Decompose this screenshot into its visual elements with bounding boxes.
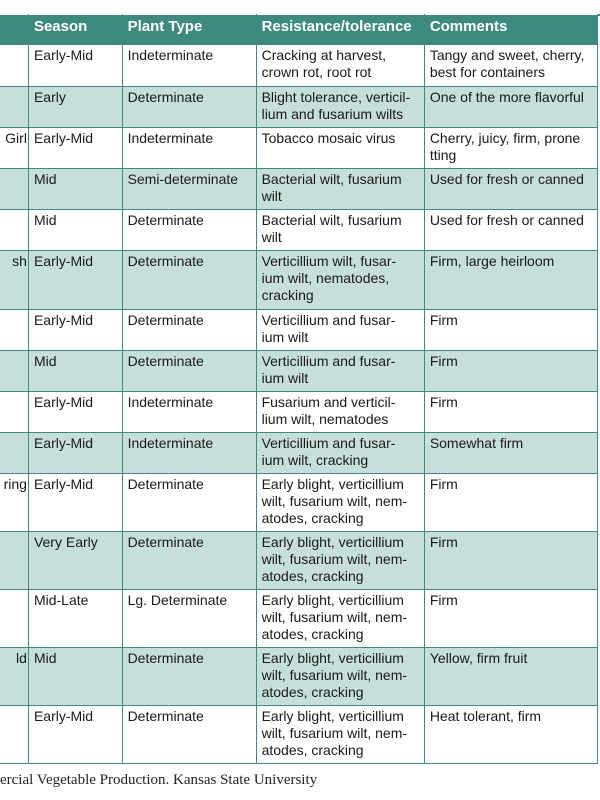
header-comments: Comments xyxy=(424,15,597,45)
resistance-cell-line: Early blight, verticillium xyxy=(261,650,404,666)
variety-cell-text: ld xyxy=(16,650,27,666)
plant-type-cell xyxy=(122,648,256,706)
plant-type-cell xyxy=(122,128,256,169)
variety-cell xyxy=(0,351,28,392)
resistance-cell xyxy=(256,310,424,351)
plant-type-cell xyxy=(122,87,256,128)
season-cell-text: Early-Mid xyxy=(33,47,94,63)
resistance-cell-line: crown rot, root rot xyxy=(261,64,372,80)
resistance-cell-line: Early blight, verticillium xyxy=(261,476,404,492)
season-cell xyxy=(28,251,122,310)
comments-cell xyxy=(424,128,597,169)
resistance-cell-line: Fusarium and verticil- xyxy=(261,394,396,410)
comments-cell-line: Firm xyxy=(429,534,458,550)
variety-cell xyxy=(0,251,28,310)
resistance-cell-line: Early blight, verticillium xyxy=(261,592,404,608)
table-row xyxy=(0,590,598,648)
season-cell xyxy=(28,128,122,169)
season-cell xyxy=(28,474,122,532)
plant-type-cell-text: Determinate xyxy=(127,650,204,666)
resistance-cell-line: Bacterial wilt, fusarium xyxy=(261,212,402,228)
plant-type-cell xyxy=(122,706,256,764)
comments-cell xyxy=(424,251,597,310)
table-row xyxy=(0,351,598,392)
season-cell xyxy=(28,392,122,433)
resistance-cell xyxy=(256,648,424,706)
plant-type-cell-text: Indeterminate xyxy=(127,130,214,146)
season-cell xyxy=(28,532,122,590)
season-cell-text: Mid xyxy=(33,650,57,666)
resistance-cell xyxy=(256,474,424,532)
comments-cell xyxy=(424,310,597,351)
resistance-cell-line: Verticillium and fusar- xyxy=(261,312,396,328)
season-cell xyxy=(28,210,122,251)
plant-type-cell xyxy=(122,392,256,433)
resistance-cell-line: Tobacco mosaic virus xyxy=(261,130,396,146)
variety-cell xyxy=(0,87,28,128)
resistance-cell-line: lium wilt, nematodes xyxy=(261,411,389,427)
season-cell xyxy=(28,351,122,392)
resistance-cell xyxy=(256,706,424,764)
resistance-cell xyxy=(256,45,424,87)
season-cell-text: Early-Mid xyxy=(33,435,94,451)
season-cell-text: Mid xyxy=(33,353,57,369)
comments-cell xyxy=(424,392,597,433)
comments-cell-line: One of the more flavorful xyxy=(429,89,584,105)
resistance-cell-line: atodes, cracking xyxy=(261,568,364,584)
season-cell-text: Early-Mid xyxy=(33,130,94,146)
plant-type-cell xyxy=(122,351,256,392)
comments-cell-line: Firm xyxy=(429,312,458,328)
resistance-cell xyxy=(256,210,424,251)
resistance-cell xyxy=(256,169,424,210)
table-row xyxy=(0,474,598,532)
resistance-cell xyxy=(256,351,424,392)
resistance-cell-line: Cracking at harvest, xyxy=(261,47,387,63)
plant-type-cell-text: Semi-determinate xyxy=(127,171,239,187)
resistance-cell-line: wilt, fusarium wilt, nem- xyxy=(261,725,408,741)
resistance-cell-line: wilt, fusarium wilt, nem- xyxy=(261,551,408,567)
resistance-cell xyxy=(256,87,424,128)
season-cell xyxy=(28,706,122,764)
table-row xyxy=(0,392,598,433)
variety-cell-text: ring xyxy=(3,476,27,492)
resistance-cell xyxy=(256,392,424,433)
comments-cell-line: Firm xyxy=(429,353,458,369)
comments-cell xyxy=(424,590,597,648)
season-cell-text: Early-Mid xyxy=(33,312,94,328)
comments-cell-line: Firm xyxy=(429,476,458,492)
season-cell xyxy=(28,87,122,128)
table-row xyxy=(0,706,598,764)
resistance-cell xyxy=(256,590,424,648)
variety-cell xyxy=(0,648,28,706)
comments-cell-line: Used for fresh or canned xyxy=(429,171,584,187)
comments-cell-line: tting xyxy=(429,147,457,163)
comments-cell xyxy=(424,706,597,764)
season-cell-text: Mid-Late xyxy=(33,592,89,608)
comments-cell-line: Firm xyxy=(429,592,458,608)
resistance-cell-line: wilt, fusarium wilt, nem- xyxy=(261,609,408,625)
comments-cell-line: Firm xyxy=(429,394,458,410)
comments-cell xyxy=(424,532,597,590)
variety-cell xyxy=(0,210,28,251)
table-row xyxy=(0,45,598,87)
comments-cell-line: Cherry, juicy, firm, prone xyxy=(429,130,581,146)
comments-cell xyxy=(424,433,597,474)
resistance-cell-line: atodes, cracking xyxy=(261,510,364,526)
tomato-variety-table xyxy=(0,14,598,764)
resistance-cell-line: atodes, cracking xyxy=(261,742,364,758)
plant-type-cell xyxy=(122,310,256,351)
resistance-cell-line: atodes, cracking xyxy=(261,626,364,642)
resistance-cell-line: Verticillium and fusar- xyxy=(261,353,396,369)
table-row xyxy=(0,87,598,128)
plant-type-cell xyxy=(122,210,256,251)
variety-cell xyxy=(0,590,28,648)
season-cell-text: Very Early xyxy=(33,534,98,550)
table-row xyxy=(0,210,598,251)
plant-type-cell-text: Determinate xyxy=(127,353,204,369)
resistance-cell xyxy=(256,433,424,474)
resistance-cell-line: wilt, fusarium wilt, nem- xyxy=(261,667,408,683)
plant-type-cell xyxy=(122,251,256,310)
season-cell-text: Early xyxy=(33,89,66,105)
plant-type-cell-text: Determinate xyxy=(127,89,204,105)
plant-type-cell xyxy=(122,590,256,648)
plant-type-cell-text: Determinate xyxy=(127,534,204,550)
resistance-cell-line: ium wilt, nematodes, xyxy=(261,270,390,286)
variety-cell-text: sh xyxy=(12,253,27,269)
season-cell-text: Early-Mid xyxy=(33,708,94,724)
header-season: Season xyxy=(28,15,122,45)
comments-cell-line: Used for fresh or canned xyxy=(429,212,584,228)
resistance-cell xyxy=(256,128,424,169)
resistance-cell-line: wilt xyxy=(261,229,282,245)
plant-type-cell xyxy=(122,433,256,474)
variety-cell xyxy=(0,169,28,210)
header-resistance: Resistance/tolerance xyxy=(256,15,424,45)
comments-cell-line: best for containers xyxy=(429,64,545,80)
comments-cell xyxy=(424,351,597,392)
season-cell xyxy=(28,648,122,706)
resistance-cell-line: Early blight, verticillium xyxy=(261,708,404,724)
season-cell-text: Early-Mid xyxy=(33,253,94,269)
plant-type-cell xyxy=(122,532,256,590)
plant-type-cell xyxy=(122,474,256,532)
comments-cell-line: Heat tolerant, firm xyxy=(429,708,542,724)
plant-type-cell-text: Determinate xyxy=(127,212,204,228)
table-row xyxy=(0,169,598,210)
plant-type-cell-text: Lg. Determinate xyxy=(127,592,228,608)
variety-cell-text: Girl xyxy=(5,130,27,146)
resistance-cell-line: atodes, cracking xyxy=(261,684,364,700)
resistance-cell xyxy=(256,532,424,590)
season-cell-text: Mid xyxy=(33,171,57,187)
comments-cell xyxy=(424,169,597,210)
variety-cell xyxy=(0,310,28,351)
table-row xyxy=(0,433,598,474)
season-cell xyxy=(28,433,122,474)
comments-cell-line: Firm, large heirloom xyxy=(429,253,555,269)
season-cell-text: Early-Mid xyxy=(33,394,94,410)
comments-cell xyxy=(424,87,597,128)
plant-type-cell-text: Determinate xyxy=(127,312,204,328)
resistance-cell-line: Bacterial wilt, fusarium xyxy=(261,171,402,187)
plant-type-cell-text: Indeterminate xyxy=(127,394,214,410)
resistance-cell-line: cracking xyxy=(261,287,314,303)
comments-cell-line: Somewhat firm xyxy=(429,435,524,451)
source-footnote: ercial Vegetable Production. Kansas State University xyxy=(0,772,318,788)
resistance-cell-line: ium wilt xyxy=(261,329,309,345)
variety-cell xyxy=(0,45,28,87)
resistance-cell-line: ium wilt xyxy=(261,370,309,386)
resistance-cell-line: lium and fusarium wilts xyxy=(261,106,404,122)
comments-cell xyxy=(424,474,597,532)
resistance-cell-line: Verticillium wilt, fusar- xyxy=(261,253,397,269)
variety-cell xyxy=(0,392,28,433)
plant-type-cell-text: Indeterminate xyxy=(127,435,214,451)
plant-type-cell-text: Determinate xyxy=(127,708,204,724)
table-row xyxy=(0,310,598,351)
table-row xyxy=(0,251,598,310)
comments-cell-line: Tangy and sweet, cherry, xyxy=(429,47,585,63)
resistance-cell xyxy=(256,251,424,310)
season-cell-text: Mid xyxy=(33,212,57,228)
plant-type-cell xyxy=(122,169,256,210)
comments-cell xyxy=(424,648,597,706)
comments-cell xyxy=(424,45,597,87)
resistance-cell-line: wilt, fusarium wilt, nem- xyxy=(261,493,408,509)
table-row xyxy=(0,648,598,706)
season-cell xyxy=(28,590,122,648)
season-cell xyxy=(28,45,122,87)
header-row xyxy=(0,15,598,45)
table-body xyxy=(0,45,598,764)
season-cell xyxy=(28,169,122,210)
variety-cell xyxy=(0,128,28,169)
resistance-cell-line: Blight tolerance, verticil- xyxy=(261,89,411,105)
resistance-cell-line: ium wilt, cracking xyxy=(261,452,369,468)
comments-cell xyxy=(424,210,597,251)
comments-cell-line: Yellow, firm fruit xyxy=(429,650,528,666)
season-cell xyxy=(28,310,122,351)
variety-cell xyxy=(0,474,28,532)
table-row xyxy=(0,128,598,169)
plant-type-cell-text: Indeterminate xyxy=(127,47,214,63)
table-row xyxy=(0,532,598,590)
plant-type-cell-text: Determinate xyxy=(127,253,204,269)
resistance-cell-line: Early blight, verticillium xyxy=(261,534,404,550)
resistance-cell-line: wilt xyxy=(261,188,282,204)
plant-type-cell xyxy=(122,45,256,87)
header-variety xyxy=(0,15,28,45)
variety-cell xyxy=(0,532,28,590)
header-plant-type: Plant Type xyxy=(122,15,256,45)
variety-cell xyxy=(0,706,28,764)
resistance-cell-line: Verticillium and fusar- xyxy=(261,435,396,451)
season-cell-text: Early-Mid xyxy=(33,476,94,492)
variety-cell xyxy=(0,433,28,474)
plant-type-cell-text: Determinate xyxy=(127,476,204,492)
